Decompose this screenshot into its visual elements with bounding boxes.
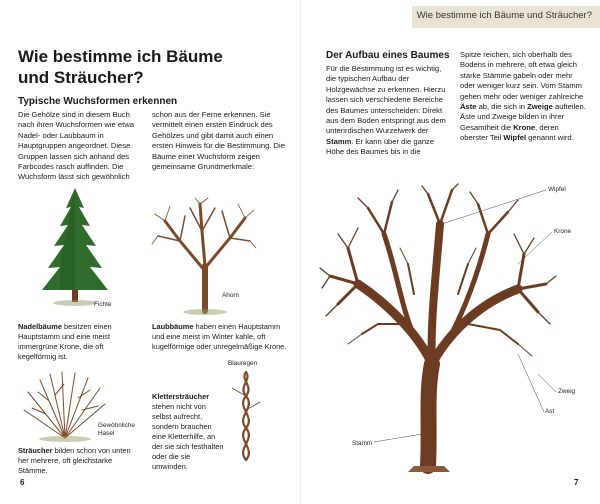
page-number-left: 6 [20,478,25,487]
page-number-right: 7 [574,478,579,487]
page-gutter [300,0,301,504]
kletterstrauch-description: stehen nicht von selbst aufrecht, sondern brauchen eine Kletterhilfe, an der sie sich festhalten oder die sie umwinden. [152,402,224,471]
section-heading-tree-structure: Der Aufbau eines Baumes [326,50,450,61]
structure-text-2d: , deren oberster Teil [460,122,559,143]
maple-tree-illustration [150,196,260,316]
intro-column-1: Die Gehölze sind in diesem Buch nach ihren Wuchsformen wie etwa Nadel- oder Laubbaum in Hauptgruppen angeordnet. Diese Gruppen lassen sich anhand des Farbcodes rasch auffinden. Die Wuchsform lässt sich gewöhnlich [18,110,134,182]
nadelbaum-caption [18,322,138,362]
term-wipfel: Wipfel [503,133,527,143]
strauch-caption [18,446,138,476]
strauch-description: bilden schon von unten her mehrere, oft gleichstarke Stämme. [18,446,131,475]
hasel-label: Gewöhnliche Hasel [98,422,135,437]
laubbaum-description: haben einen Hauptstamm und eine meist im Winter kahle, oft kugelförmige oder unregelmäßige Krone. [152,322,287,351]
wipfel-label: Wipfel [548,186,566,193]
fichte-label: Fichte [94,301,112,308]
wisteria-illustration [226,370,266,462]
term-aeste: Äste [460,102,477,112]
structure-column-1 [326,64,450,158]
structure-text-2c: aufteilen. Äste und Zweige bilden in ihrer Gesamtheit die [460,102,586,132]
nadelbaum-term: Nadelbäume [18,322,62,331]
blauregen-label: Blauregen [228,360,258,367]
term-stamm: Stamm [326,136,352,146]
krone-label: Krone [554,228,572,235]
hazel-shrub-illustration [20,370,110,442]
structure-text-2a: Spitze reichen, sich oberhalb des Bodens in mehrere, oft etwa gleich starke Stämme gabeln oder mehr oder weniger kurz sein. Vom Stamm gehen mehr oder weniger zahlreiche [460,50,584,101]
term-krone: Krone [513,122,536,132]
intro-column-2: schon aus der Ferne erkennen. Sie vermittelt einen ersten Eindruck des Gehölzes und gibt damit auch einen ersten Hinweis für die Bestimmung. Die Bäume einer Wuchsform zeigen gemeinsame Grundmerkmale: [152,110,285,172]
term-zweige: Zweige [527,102,553,112]
spruce-tree-illustration [30,186,120,314]
page-title-line1: Wie bestimme ich Bäume [18,47,223,66]
ast-label: Ast [545,408,555,415]
structure-text-2b: ab, die sich in [476,102,528,112]
stamm-label: Stamm [352,440,373,447]
structure-column-2 [460,50,586,144]
running-head: Wie bestimme ich Bäume und Sträucher? [416,10,592,21]
laubbaum-caption [152,322,290,352]
page-title [18,46,288,88]
laubbaum-term: Laubbäume [152,322,194,331]
kletterstrauch-term: Klettersträucher [152,392,210,401]
page-title-line2: und Sträucher? [18,68,144,87]
section-subheading: Typische Wuchsformen erkennen [18,96,178,107]
zweig-label: Zweig [558,388,576,395]
structure-text-1b: . Er kann über die ganze Höhe des Baumes bis in die [326,136,435,157]
nadelbaum-description: besitzen einen Hauptstamm und eine meist immergrüne Krone, die oft kegelförmig ist. [18,322,112,361]
ahorn-label: Ahorn [222,292,240,299]
tree-anatomy-illustration [318,184,558,474]
structure-text-2e: genannt wird. [526,133,574,143]
structure-text-1a: Für die Bestimmung ist es wichtig, die typischen Aufbau der Holzgewächse zu erkennen. Hierzu lassen sich verschiedene Bereiche des Baumes unterscheiden: Direkt aus dem Boden entspringt aus dem unterirdischen Wurzelwerk der [326,64,446,136]
strauch-term: Sträucher [18,446,53,455]
kletterstrauch-caption [152,392,226,472]
